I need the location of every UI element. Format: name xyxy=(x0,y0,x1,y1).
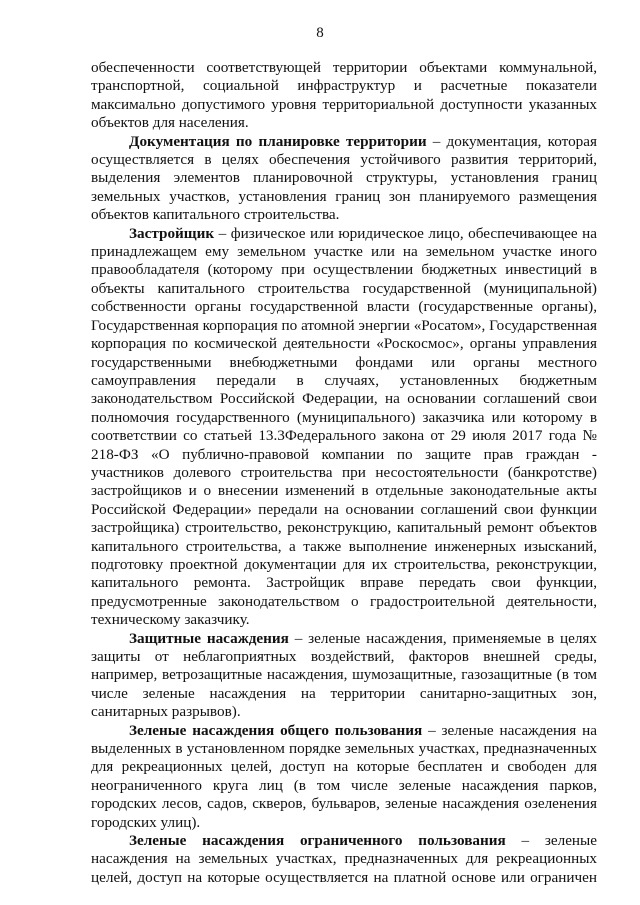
page-number: 8 xyxy=(316,25,324,41)
term-planning-documentation: Документация по планировке территории xyxy=(129,132,427,150)
paragraph-public-green-spaces xyxy=(91,722,597,832)
term-restricted-green-spaces: Зеленые насаждения ограниченного пользования xyxy=(129,832,506,850)
definition-restricted-green-spaces: – зеленые насаждения на земельных участках, предназначенных для рекреационных целей, доступ на которые осуществляется на платной основе или ограничен xyxy=(91,832,598,886)
definition-protective-plantings: – зеленые насаждения, применяемые в целях защиты от неблагоприятных воздействий, факторов внешней среды, например, ветрозащитные насаждения, шумозащитные, газозащитные (в том числе зеленые насаждения на территории санитарно-защитных зон, санитарных разрывов). xyxy=(91,629,597,721)
paragraph-text: обеспеченности соответствующей территории объектами коммунальной, транспортной, социальной инфраструктур и расчетные показатели максимально допустимого уровня территориальной доступности указанных объектов для населения. xyxy=(91,59,597,132)
document-body xyxy=(91,59,597,887)
paragraph-restricted-green-spaces xyxy=(91,832,597,887)
term-developer: Застройщик xyxy=(129,224,215,242)
definition-planning-documentation: – документация, которая осуществляется в целях обеспечения устойчивого развития территорий, выделения элементов планировочной структуры, установления границ земельных участков, установления границ зон планируемого размещения объектов капитального строительства. xyxy=(91,132,597,224)
term-protective-plantings: Защитные насаждения xyxy=(129,629,289,647)
definition-public-green-spaces: – зеленые насаждения на выделенных в установленном порядке земельных участках, предназначенных для рекреационных целей, доступ на которые бесплатен и свободен для неограниченного круга лиц (в том числе зеленые насаждения парков, городских лесов, садов, скверов, бульваров, зеленые насаждения озеленения городских улиц). xyxy=(91,721,597,831)
definition-developer: – физическое или юридическое лицо, обеспечивающее на принадлежащем ему земельном участке или на земельном участке иного правообладателя (которому при осуществлении бюджетных инвестиций в объекты капитального строительства государственной (муниципальной) собственности органы государственной власти (государственные органы), Государственная корпорация по атомной энергии «Росатом», Государственная корпорация по космической деятельности «Роскосмос», органы управления государственными внебюджетными фондами или органы местного самоуправления передали в случаях, установленных бюджетным законодательством Российской Федерации, на основании соглашений свои полномочия государственного (муниципального) заказчика или которому в соответствии со статьей 13.3Федерального закона от 29 июля 2017 года № 218-ФЗ «О публично-правовой компании по защите прав граждан - участников долевого строительства при несостоятельности (банкротстве) застройщиков и о внесении изменений в отдельные законодательные акты Российской Федерации» передали на основании соглашений свои функции застройщика) строительство, реконструкцию, капитальный ремонт объектов капитального строительства, а также выполнение инженерных изысканий, подготовку проектной документации для их строительства, реконструкции, капитального ремонта. Застройщик вправе передать свои функции, предусмотренные законодательством о градостроительной деятельности, техническому заказчику. xyxy=(91,224,597,629)
paragraph-protective-plantings xyxy=(91,630,597,722)
paragraph-planning-documentation xyxy=(91,133,597,225)
paragraph-continuation xyxy=(91,59,597,133)
paragraph-developer xyxy=(91,225,597,630)
term-public-green-spaces: Зеленые насаждения общего пользования xyxy=(129,721,423,739)
